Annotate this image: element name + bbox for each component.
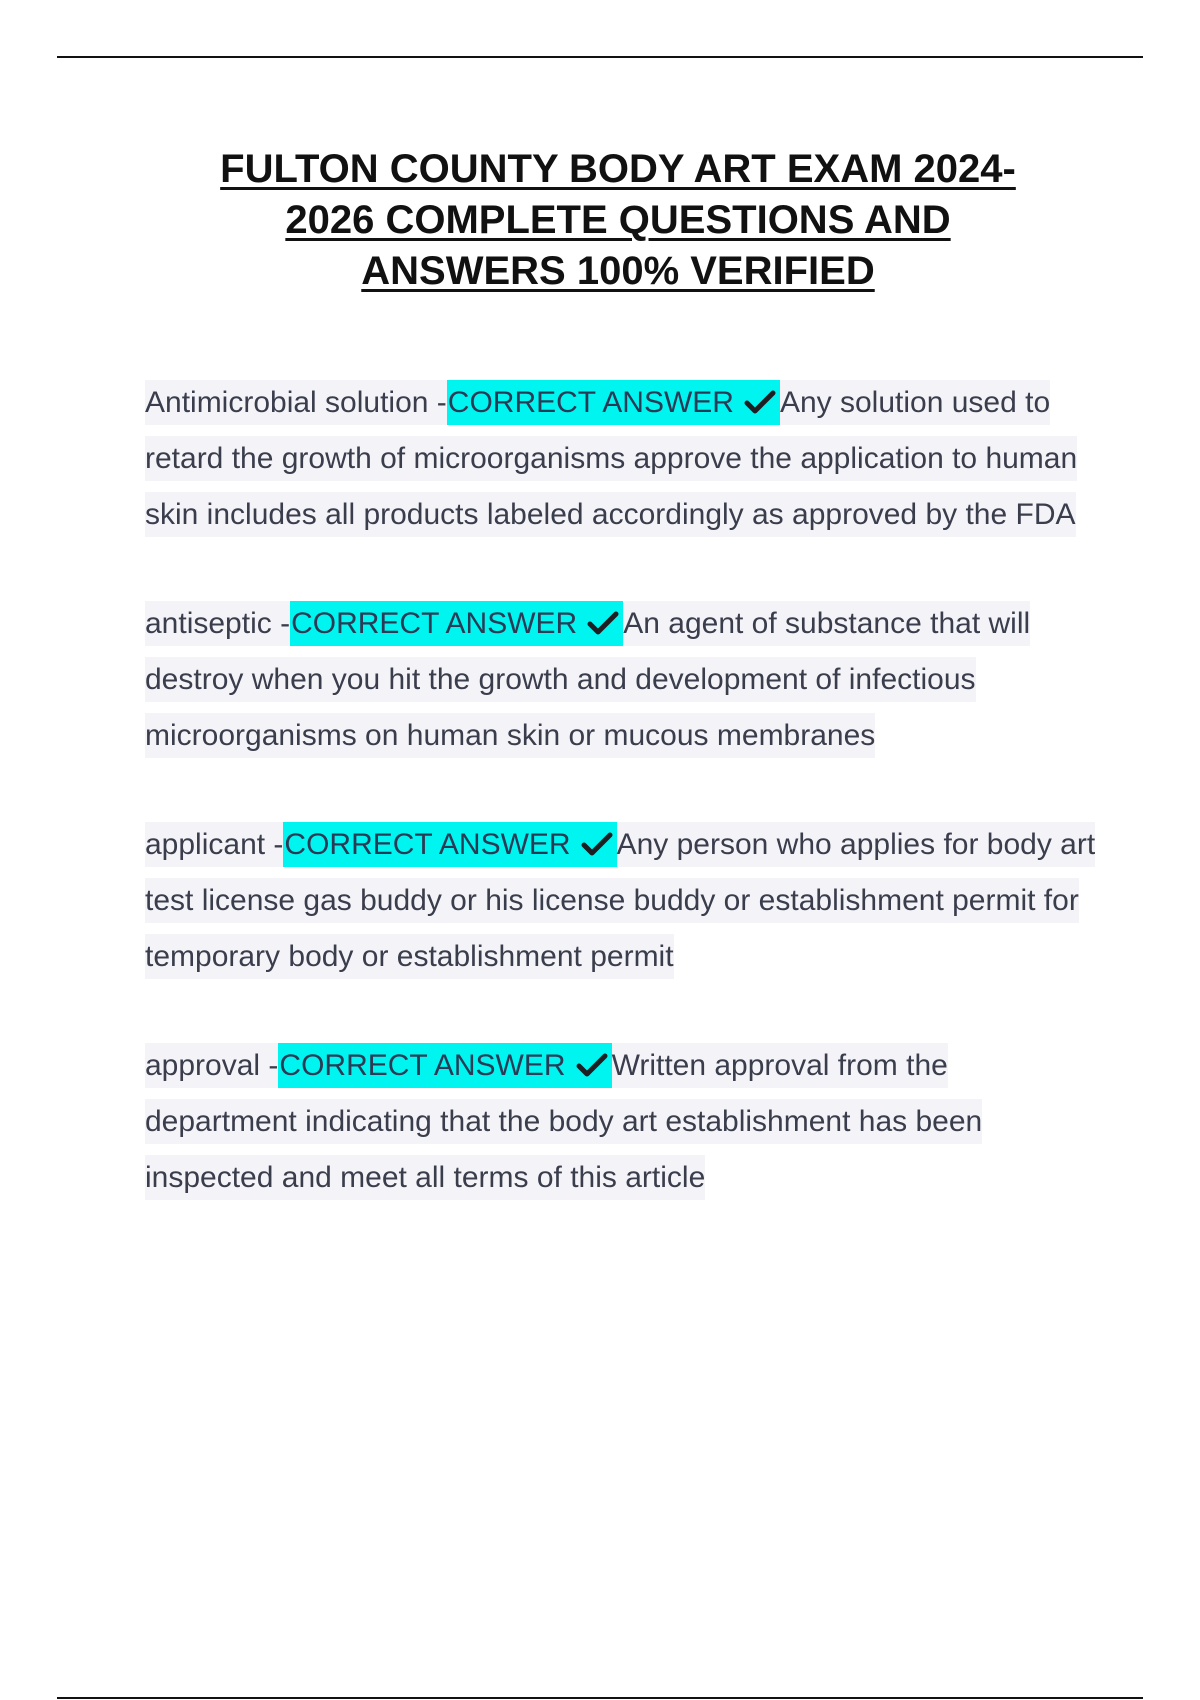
correct-answer-label: CORRECT ANSWER bbox=[284, 828, 571, 861]
title-line-2: 2026 COMPLETE QUESTIONS AND bbox=[285, 198, 951, 242]
correct-answer-badge bbox=[290, 601, 623, 646]
qa-entry-text: antiseptic -CORRECT ANSWER An agent of substance that will destroy when you hit the growth and development of infectious microorganisms on human skin or mucous membranes bbox=[145, 596, 1100, 764]
correct-answer-badge bbox=[283, 822, 616, 867]
qa-entry bbox=[145, 596, 1100, 764]
title-line-1: FULTON COUNTY BODY ART EXAM 2024- bbox=[220, 147, 1016, 191]
document-title bbox=[120, 144, 1116, 297]
correct-answer-badge bbox=[278, 1043, 611, 1088]
qa-term: applicant bbox=[145, 828, 266, 861]
checkmark-icon bbox=[587, 610, 619, 636]
qa-entry-text: approval -CORRECT ANSWER Written approval from the department indicating that the body art establishment has been inspected and meet all terms of this article bbox=[145, 1038, 1100, 1206]
qa-definition: Any person who applies for body art test license gas buddy or his license buddy or establishment permit for temporary body or establishment permit bbox=[145, 828, 1096, 973]
qa-definition: An agent of substance that will destroy when you hit the growth and development of infectious microorganisms on human skin or mucous membranes bbox=[145, 607, 1031, 752]
qa-list bbox=[145, 375, 1100, 1259]
qa-definition: Any solution used to retard the growth of microorganisms approve the application to human skin includes all products labeled accordingly as approved by the FDA bbox=[145, 386, 1078, 531]
qa-term: Antimicrobial solution bbox=[145, 386, 429, 419]
bottom-rule bbox=[57, 1697, 1143, 1699]
qa-entry-text: Antimicrobial solution -CORRECT ANSWER Any solution used to retard the growth of microorganisms approve the application to human skin includes all products labeled accordingly as approved by the FDA bbox=[145, 375, 1100, 543]
qa-definition: Written approval from the department indicating that the body art establishment has been inspected and meet all terms of this article bbox=[145, 1049, 983, 1194]
correct-answer-label: CORRECT ANSWER bbox=[279, 1049, 566, 1082]
correct-answer-badge bbox=[447, 380, 780, 425]
title-line-3: ANSWERS 100% VERIFIED bbox=[361, 249, 875, 293]
qa-entry bbox=[145, 1038, 1100, 1206]
qa-term: antiseptic bbox=[145, 607, 272, 640]
checkmark-icon bbox=[744, 389, 776, 415]
qa-entry bbox=[145, 375, 1100, 543]
qa-entry-text: applicant -CORRECT ANSWER Any person who applies for body art test license gas buddy or his license buddy or establishment permit for temporary body or establishment permit bbox=[145, 817, 1100, 985]
correct-answer-label: CORRECT ANSWER bbox=[447, 386, 734, 419]
qa-entry bbox=[145, 817, 1100, 985]
qa-term: approval bbox=[145, 1049, 261, 1082]
checkmark-icon bbox=[576, 1052, 608, 1078]
top-rule bbox=[57, 56, 1143, 58]
checkmark-icon bbox=[581, 831, 613, 857]
correct-answer-label: CORRECT ANSWER bbox=[291, 607, 578, 640]
